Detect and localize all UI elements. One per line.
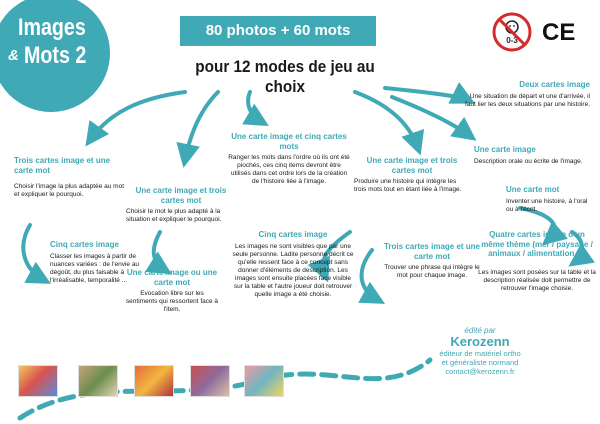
mode-text: Inventer une histoire, à l'oral ou à l'écrit.: [506, 197, 588, 213]
arrow-mode-2: [185, 92, 218, 160]
mode-one-image-card: [474, 145, 594, 166]
mode-three-images-one-word-sentence: [380, 242, 484, 280]
publisher-info: [420, 326, 540, 376]
mode-text: Evocation libre sur les sentiments qui ressortent face à l'item.: [125, 290, 219, 313]
mode-text: Classer les images à partir de nuances variées : de l'envie au dégoût, du plus faisable à l'irréalisable, temporalité ...: [50, 252, 140, 284]
arrow-mode-3: [248, 92, 262, 122]
photo-children-group: [18, 365, 58, 397]
logo-ampersand: &: [8, 47, 19, 64]
headline-subtitle: pour 12 modes de jeu au choix: [195, 57, 375, 96]
arrow-mode-10: [362, 250, 378, 300]
mode-title: Trois cartes image et une carte mot: [14, 156, 111, 175]
photo-market-stall: [134, 365, 174, 397]
arrow-mode-7: [23, 225, 44, 280]
mode-text: Ranger les mots dans l'ordre où ils ont été piochés, ces cinq items devront être utilisés dans cet ordre lors de la création de l'histoire liée à l'image.: [228, 154, 350, 185]
photo-food-dishes: [78, 365, 118, 397]
mode-title: Cinq cartes image: [258, 230, 328, 239]
photo-crowd-people: [190, 365, 230, 397]
publisher-name: Kerozenn: [450, 334, 510, 349]
publisher-line-1: éditeur de matériel ortho: [439, 349, 521, 358]
mode-text: Produire une histoire qui intègre les trois mots tout en étant liée à l'image.: [354, 178, 462, 193]
mode-title: Une carte mot: [506, 185, 560, 194]
mode-title: Deux cartes image: [519, 80, 590, 89]
mode-text: Trouver une phrase qui intègre le mot pour chaque image.: [384, 264, 480, 279]
logo-line-1: Images: [18, 14, 86, 41]
publisher-line-2: et généraliste normand: [441, 358, 519, 367]
photo-hands-activity: [244, 365, 284, 397]
mode-title: Une carte image ou une carte mot: [126, 268, 218, 287]
mode-text: Les images sont posées sur la table et la description réalisée doit permettre de retrouver l'image choisie.: [478, 268, 596, 292]
arrow-mode-4: [355, 92, 418, 148]
mode-three-images-one-word: [14, 156, 124, 199]
age-label: 0-3: [506, 36, 518, 45]
mode-title: Une carte image et cinq cartes mots: [231, 132, 347, 151]
ce-mark: CE: [542, 19, 576, 46]
mode-title: Quatre cartes image d'un même thème (mer / paysage / animaux / alimentation ...): [481, 230, 593, 258]
mode-title: Cinq cartes image: [50, 240, 119, 249]
publisher-contact[interactable]: contact@kerozenn.fr: [445, 367, 515, 376]
mode-title: Une carte image et trois cartes mot: [135, 186, 227, 205]
mode-text: Les images ne sont visibles que par une seule personne. Ladite personne décrit ce qu'elle ressent face à ce concept sans donner d'éléments de description. Les images sont ensuite placées face visible sur la table et l'autre joueur doit retrouver quelle image a été choisie.: [232, 242, 354, 298]
mode-text: Description orale ou écrite de l'image.: [474, 157, 583, 165]
arrow-mode-8: [154, 232, 165, 270]
arrow-mode-1: [90, 92, 185, 140]
mode-one-image-three-words-story: [354, 156, 470, 194]
mode-text: Une situation de départ et une d'arrivée, il faut lier les deux situations par une histoire.: [464, 92, 590, 108]
mode-five-image-cards-guess: [232, 230, 354, 299]
mode-image-or-word: [124, 268, 220, 314]
mode-title: Une carte image: [474, 145, 536, 154]
mode-four-themed-image-cards: [478, 230, 596, 293]
mode-text: Choisir le mot le plus adapté à la situation et expliquer le pourquoi.: [126, 208, 222, 223]
mode-title: Trois cartes image et une carte mot: [383, 242, 481, 261]
mode-one-image-five-words: [228, 132, 350, 186]
mode-one-image-three-words: [126, 186, 236, 224]
logo-line-2: Mots 2: [24, 42, 87, 69]
mode-two-image-cards: [460, 80, 590, 109]
mode-title: Une carte image et trois cartes mot: [366, 156, 458, 175]
mode-text: Choisir l'image la plus adaptée au mot et expliquer le pourquoi.: [14, 183, 124, 198]
headline-banner: 80 photos + 60 mots: [180, 16, 376, 46]
mode-one-word-card: [506, 185, 596, 214]
publisher-edited-by: édité par: [464, 326, 496, 335]
arrow-mode-6: [392, 97, 470, 136]
